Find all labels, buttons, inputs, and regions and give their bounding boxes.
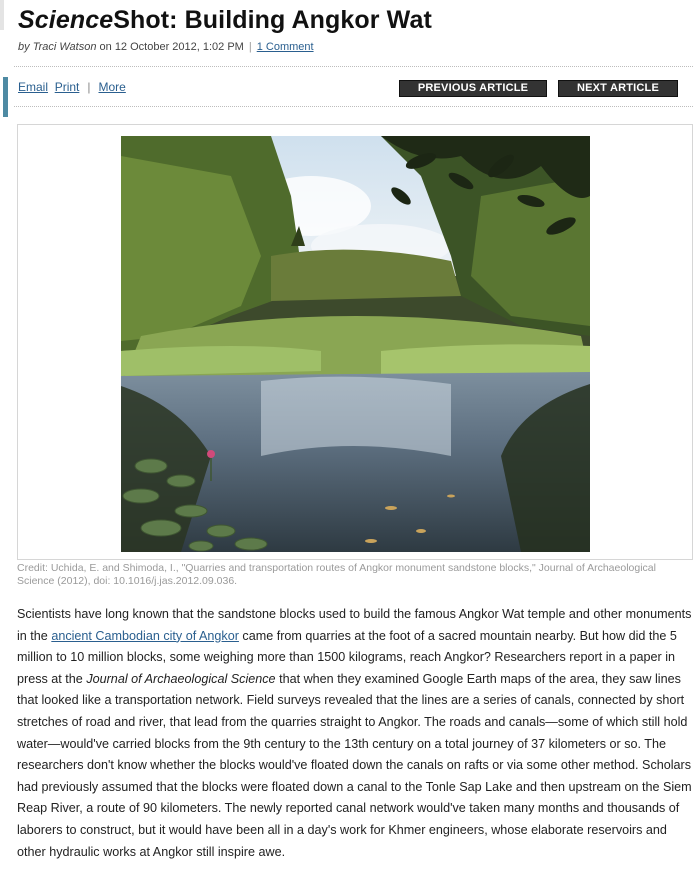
paragraph-text-3: that when they examined Google Earth maps of the area, they saw lines that looked like a transportation network. Field surveys revealed that the lines are a series of canals, connected by short stretches of road and river, that lead from the quarries straight to Angkor. The roads and canals—some of which still hold water—would've carried blocks from the 9th century to the 13th century on a total journey of 37 kilometers or so. The researchers don't know whether the blocks would've floated down the canals on rafts or via some other method. Scholars had previously assumed that the blocks were floated down a canal to the Tonle Sap Lake and then upstream on the Siem Reap River, a route of 90 kilometers. The newly reported canal network would've taken many months and thousands of laborers to construct, but it would have been all in a day's work for Khmer engineers, whose elaborate reservoirs and other hydraulic works at Angkor still inspire awe.: [17, 671, 692, 859]
toolbar-separator: |: [87, 80, 91, 94]
journal-name: Journal of Archaeological Science: [86, 671, 276, 686]
title-science-italic: Science: [18, 6, 114, 34]
article-title: [18, 6, 432, 35]
header-edge-rule: [0, 0, 4, 30]
photo-frame: [17, 124, 693, 560]
previous-article-button[interactable]: PREVIOUS ARTICLE: [399, 80, 547, 97]
byline: [18, 41, 314, 53]
article-body: [17, 604, 692, 863]
byline-date: on 12 October 2012, 1:02 PM: [96, 41, 244, 53]
toolbar-divider: [14, 106, 693, 107]
more-link[interactable]: More: [98, 80, 126, 94]
share-toolbar: [18, 80, 126, 94]
byline-separator: |: [248, 41, 252, 53]
angkor-city-link[interactable]: ancient Cambodian city of Angkor: [51, 628, 239, 643]
print-link[interactable]: Print: [54, 80, 80, 94]
header-divider: [14, 66, 693, 67]
article-paragraph: [17, 604, 692, 863]
next-article-button[interactable]: NEXT ARTICLE: [558, 80, 678, 97]
email-link[interactable]: Email: [18, 80, 49, 94]
title-rest: Shot: Building Angkor Wat: [113, 6, 432, 34]
byline-author: Traci Watson: [32, 41, 97, 53]
photo-of-canal-icon: [121, 136, 590, 552]
paragraph-text-1: Scientists have long known that the sandstone blocks used to build the famous Angkor Wat temple and other monuments in the: [17, 607, 692, 643]
toolbar-accent-bar: [3, 77, 8, 117]
byline-prefix: by: [18, 41, 33, 53]
photo-credit: Credit: Uchida, E. and Shimoda, I., "Quarries and transportation routes of Angkor monument sandstone blocks," Journal of Archaeological Science (2012), doi: 10.1016/j.jas.2012.09.036.: [17, 562, 656, 587]
paragraph-text-2: came from quarries at the foot of a sacred mountain nearby. But how did the 5 million to 10 million blocks, some weighing more than 1500 kilograms, reach Angkor? Researchers report in a paper in press at the: [17, 628, 677, 686]
comments-link[interactable]: 1 Comment: [256, 41, 314, 53]
